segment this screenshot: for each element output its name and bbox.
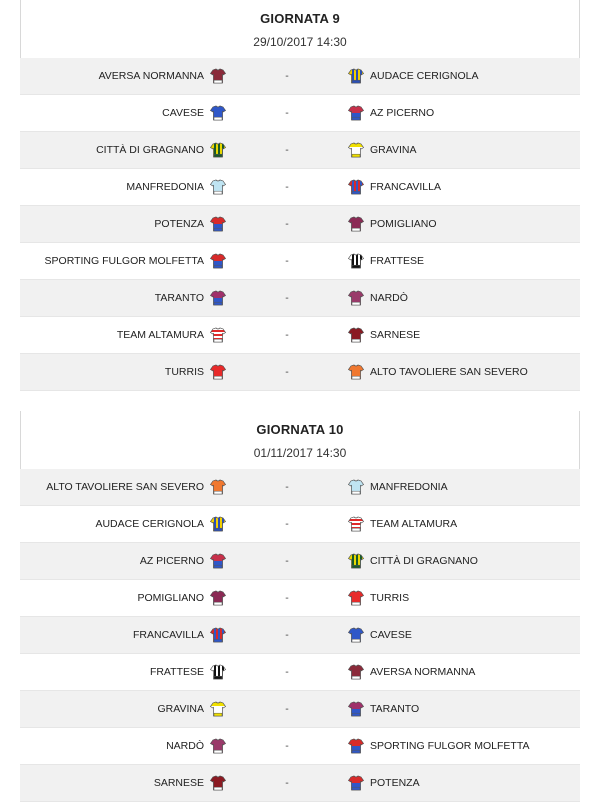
match-row[interactable] [20, 317, 580, 354]
away-team-name: FRATTESE [370, 255, 425, 267]
home-team-name: SPORTING FULGOR MOLFETTA [44, 255, 204, 267]
away-team-name: GRAVINA [370, 144, 417, 156]
home-team-name: POTENZA [154, 218, 204, 230]
match-row[interactable] [20, 469, 580, 506]
match-score: - [285, 70, 289, 82]
home-team-name: TARANTO [154, 292, 204, 304]
match-row[interactable] [20, 243, 580, 280]
away-team [348, 68, 580, 84]
away-team [348, 253, 580, 269]
match-row[interactable] [20, 765, 580, 802]
away-team [348, 179, 580, 195]
away-team-name: POTENZA [370, 777, 420, 789]
away-team-name: MANFREDONIA [370, 481, 448, 493]
match-score: - [285, 703, 289, 715]
round-title: GIORNATA 9 [260, 11, 340, 26]
team-shirt-icon [348, 775, 364, 791]
match-row[interactable] [20, 654, 580, 691]
home-team [20, 105, 226, 121]
team-shirt-icon [348, 553, 364, 569]
match-score: - [285, 329, 289, 341]
team-shirt-icon [348, 479, 364, 495]
match-row[interactable] [20, 280, 580, 317]
away-team [348, 142, 580, 158]
match-score: - [285, 366, 289, 378]
away-team [348, 105, 580, 121]
round-10 [20, 411, 580, 802]
team-shirt-icon [210, 479, 226, 495]
match-score: - [285, 181, 289, 193]
team-shirt-icon [210, 216, 226, 232]
team-shirt-icon [348, 364, 364, 380]
match-score: - [285, 107, 289, 119]
team-shirt-icon [348, 290, 364, 306]
home-team-name: GRAVINA [157, 703, 204, 715]
away-team [348, 553, 580, 569]
home-team [20, 590, 226, 606]
match-row[interactable] [20, 506, 580, 543]
match-score: - [285, 144, 289, 156]
team-shirt-icon [348, 142, 364, 158]
away-team-name: CAVESE [370, 629, 412, 641]
team-shirt-icon [210, 364, 226, 380]
home-team [20, 516, 226, 532]
home-team [20, 553, 226, 569]
team-shirt-icon [210, 664, 226, 680]
away-team-name: ALTO TAVOLIERE SAN SEVERO [370, 366, 528, 378]
away-team [348, 216, 580, 232]
home-team-name: POMIGLIANO [137, 592, 204, 604]
home-team [20, 290, 226, 306]
team-shirt-icon [210, 775, 226, 791]
home-team [20, 738, 226, 754]
away-team-name: TARANTO [370, 703, 420, 715]
round-date: 29/10/2017 14:30 [253, 35, 347, 49]
match-score: - [285, 255, 289, 267]
away-team [348, 479, 580, 495]
round-header [20, 411, 580, 469]
home-team-name: ALTO TAVOLIERE SAN SEVERO [46, 481, 204, 493]
match-row[interactable] [20, 580, 580, 617]
match-score: - [285, 740, 289, 752]
team-shirt-icon [210, 516, 226, 532]
home-team-name: MANFREDONIA [126, 181, 204, 193]
match-row[interactable] [20, 206, 580, 243]
home-team [20, 216, 226, 232]
home-team-name: AVERSA NORMANNA [98, 70, 204, 82]
match-row[interactable] [20, 58, 580, 95]
match-score: - [285, 555, 289, 567]
round-title: GIORNATA 10 [256, 422, 344, 437]
team-shirt-icon [348, 253, 364, 269]
match-row[interactable] [20, 169, 580, 206]
team-shirt-icon [348, 216, 364, 232]
home-team-name: TURRIS [164, 366, 204, 378]
match-score: - [285, 777, 289, 789]
away-team-name: POMIGLIANO [370, 218, 437, 230]
home-team [20, 479, 226, 495]
team-shirt-icon [348, 179, 364, 195]
home-team-name: SARNESE [153, 777, 204, 789]
away-team-name: AVERSA NORMANNA [370, 666, 476, 678]
away-team [348, 290, 580, 306]
home-team [20, 664, 226, 680]
match-score: - [285, 292, 289, 304]
home-team [20, 701, 226, 717]
home-team-name: AUDACE CERIGNOLA [95, 518, 204, 530]
home-team-name: AZ PICERNO [139, 555, 204, 567]
team-shirt-icon [210, 590, 226, 606]
away-team-name: AUDACE CERIGNOLA [370, 70, 479, 82]
away-team-name: SPORTING FULGOR MOLFETTA [370, 740, 530, 752]
team-shirt-icon [210, 105, 226, 121]
home-team-name: TEAM ALTAMURA [116, 329, 204, 341]
team-shirt-icon [210, 701, 226, 717]
round-9 [20, 0, 580, 391]
match-row[interactable] [20, 543, 580, 580]
match-score: - [285, 629, 289, 641]
match-score: - [285, 666, 289, 678]
away-team-name: FRANCAVILLA [370, 181, 441, 193]
away-team-name: NARDÒ [370, 292, 408, 304]
match-list [20, 58, 580, 391]
away-team-name: SARNESE [370, 329, 421, 341]
team-shirt-icon [210, 327, 226, 343]
team-shirt-icon [348, 516, 364, 532]
match-row[interactable] [20, 617, 580, 654]
away-team-name: AZ PICERNO [370, 107, 435, 119]
team-shirt-icon [210, 253, 226, 269]
team-shirt-icon [210, 553, 226, 569]
away-team [348, 364, 580, 380]
team-shirt-icon [348, 590, 364, 606]
team-shirt-icon [210, 738, 226, 754]
home-team [20, 627, 226, 643]
home-team [20, 142, 226, 158]
match-score: - [285, 592, 289, 604]
round-header [20, 0, 580, 58]
away-team [348, 590, 580, 606]
round-date: 01/11/2017 14:30 [253, 446, 347, 460]
away-team [348, 516, 580, 532]
match-score: - [285, 481, 289, 493]
match-list [20, 469, 580, 802]
home-team [20, 327, 226, 343]
team-shirt-icon [348, 105, 364, 121]
home-team-name: CITTÀ DI GRAGNANO [96, 144, 204, 156]
away-team [348, 627, 580, 643]
away-team [348, 775, 580, 791]
away-team [348, 738, 580, 754]
home-team-name: FRANCAVILLA [133, 629, 204, 641]
home-team-name: CAVESE [162, 107, 204, 119]
team-shirt-icon [210, 290, 226, 306]
match-row[interactable] [20, 691, 580, 728]
home-team-name: FRATTESE [149, 666, 204, 678]
match-row[interactable] [20, 354, 580, 391]
away-team-name: TURRIS [370, 592, 410, 604]
team-shirt-icon [210, 627, 226, 643]
team-shirt-icon [210, 68, 226, 84]
team-shirt-icon [348, 664, 364, 680]
away-team-name: TEAM ALTAMURA [370, 518, 458, 530]
home-team [20, 364, 226, 380]
home-team [20, 68, 226, 84]
team-shirt-icon [348, 738, 364, 754]
team-shirt-icon [348, 701, 364, 717]
team-shirt-icon [210, 179, 226, 195]
team-shirt-icon [348, 327, 364, 343]
away-team-name: CITTÀ DI GRAGNANO [370, 555, 478, 567]
home-team [20, 775, 226, 791]
team-shirt-icon [348, 627, 364, 643]
away-team [348, 664, 580, 680]
away-team [348, 327, 580, 343]
home-team [20, 179, 226, 195]
home-team-name: NARDÒ [166, 740, 204, 752]
match-row[interactable] [20, 95, 580, 132]
match-score: - [285, 518, 289, 530]
away-team [348, 701, 580, 717]
team-shirt-icon [210, 142, 226, 158]
match-score: - [285, 218, 289, 230]
match-row[interactable] [20, 132, 580, 169]
team-shirt-icon [348, 68, 364, 84]
match-row[interactable] [20, 728, 580, 765]
home-team [20, 253, 226, 269]
